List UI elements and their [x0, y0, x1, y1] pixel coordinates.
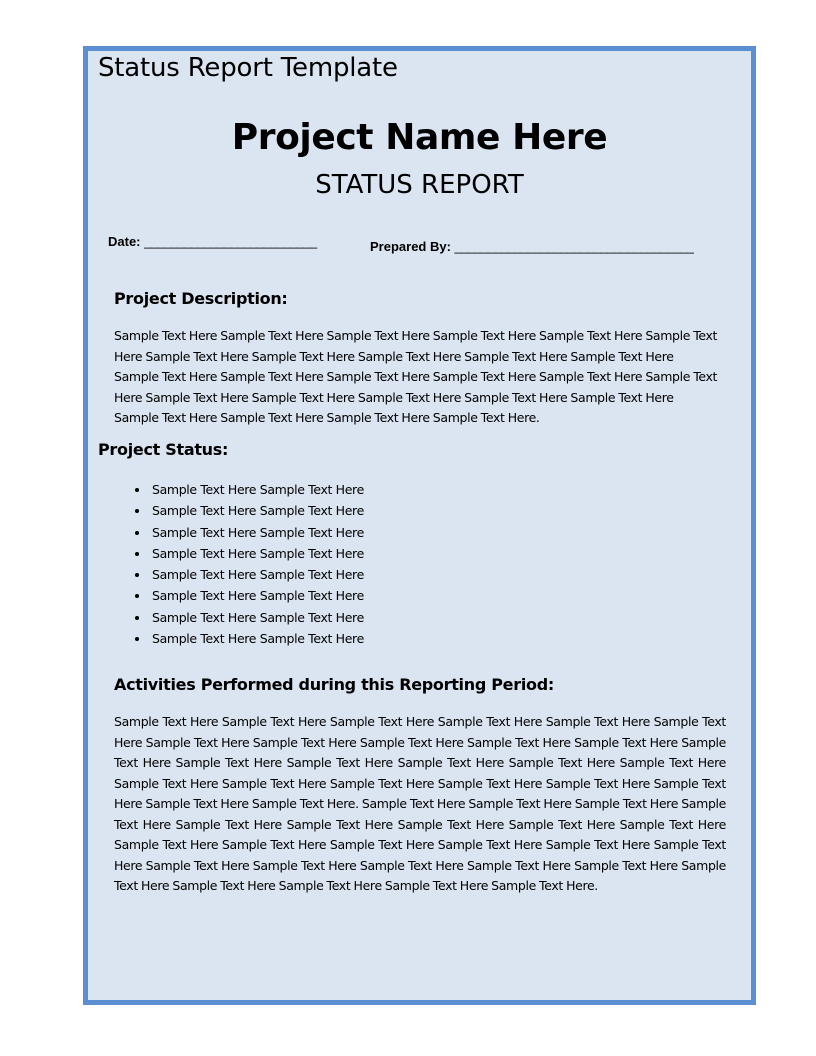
prepared-by-field — [370, 239, 693, 254]
project-name-title: Project Name Here — [231, 117, 608, 158]
document-frame — [83, 46, 756, 1005]
project-description-text: Sample Text Here Sample Text Here Sample Text Here Sample Text Here Sample Text Here Sample Text Here Sample Text Here Sample Text Here Sample Text Here Sample Text Here Sample Text Here Sample Text Here Sample Text Here Sample Text Here Sample Text Here Sample Text Here Sample Text Here Sample Text Here Sample Text Here Sample Text Here Sample Text Here Sample Text Here Sample Text Here Sample Text Here Sample Text Here Sample Text Here. — [114, 328, 718, 425]
project-status-heading: Project Status: — [98, 440, 229, 459]
prepared-by-label: Prepared By: — [370, 239, 451, 254]
list-item: • Sample Text Here Sample Text Here — [150, 543, 364, 564]
date-blank-line: __________________________ — [144, 234, 317, 249]
list-item: • Sample Text Here Sample Text Here — [150, 585, 364, 606]
project-status-list — [116, 479, 364, 649]
activities-heading: Activities Performed during this Reporting Period: — [114, 675, 554, 694]
list-item: • Sample Text Here Sample Text Here — [150, 479, 364, 500]
list-item: • Sample Text Here Sample Text Here — [150, 500, 364, 521]
document-label: Status Report Template — [98, 53, 398, 83]
date-label: Date: — [108, 234, 141, 249]
list-item: • Sample Text Here Sample Text Here — [150, 628, 364, 649]
activities-text: Sample Text Here Sample Text Here Sample Text Here Sample Text Here Sample Text Here Sample Text Here Sample Text Here Sample Text Here Sample Text Here Sample Text Here Sample Text Here Sample Text Here Sample Text Here Sample Text Here Sample Text Here Sample Text Here Sample Text Here Sample Text Here Sample Text Here Sample Text Here Sample Text Here Sample Text Here Sample Text Here Sample Text Here Sample Text Here. Sample Text Here Sample Text Here Sample Text Here Sample Text Here Sample Text Here Sample Text Here Sample Text Here Sample Text Here Sample Text Here Sample Text Here Sample Text Here Sample Text Here Sample Text Here Sample Text Here Sample Text Here Sample Text Here Sample Text Here Sample Text Here Sample Text Here Sample Text Here Sample Text Here Sample Text Here Sample Text Here Sample Text Here Sample Text Here. — [114, 714, 726, 893]
prepared-by-blank-line: ____________________________________ — [454, 239, 694, 254]
status-report-heading: STATUS REPORT — [315, 170, 524, 200]
date-field — [108, 234, 317, 249]
list-item: • Sample Text Here Sample Text Here — [150, 564, 364, 585]
project-description-heading: Project Description: — [114, 289, 288, 308]
list-item: • Sample Text Here Sample Text Here — [150, 607, 364, 628]
list-item: • Sample Text Here Sample Text Here — [150, 522, 364, 543]
